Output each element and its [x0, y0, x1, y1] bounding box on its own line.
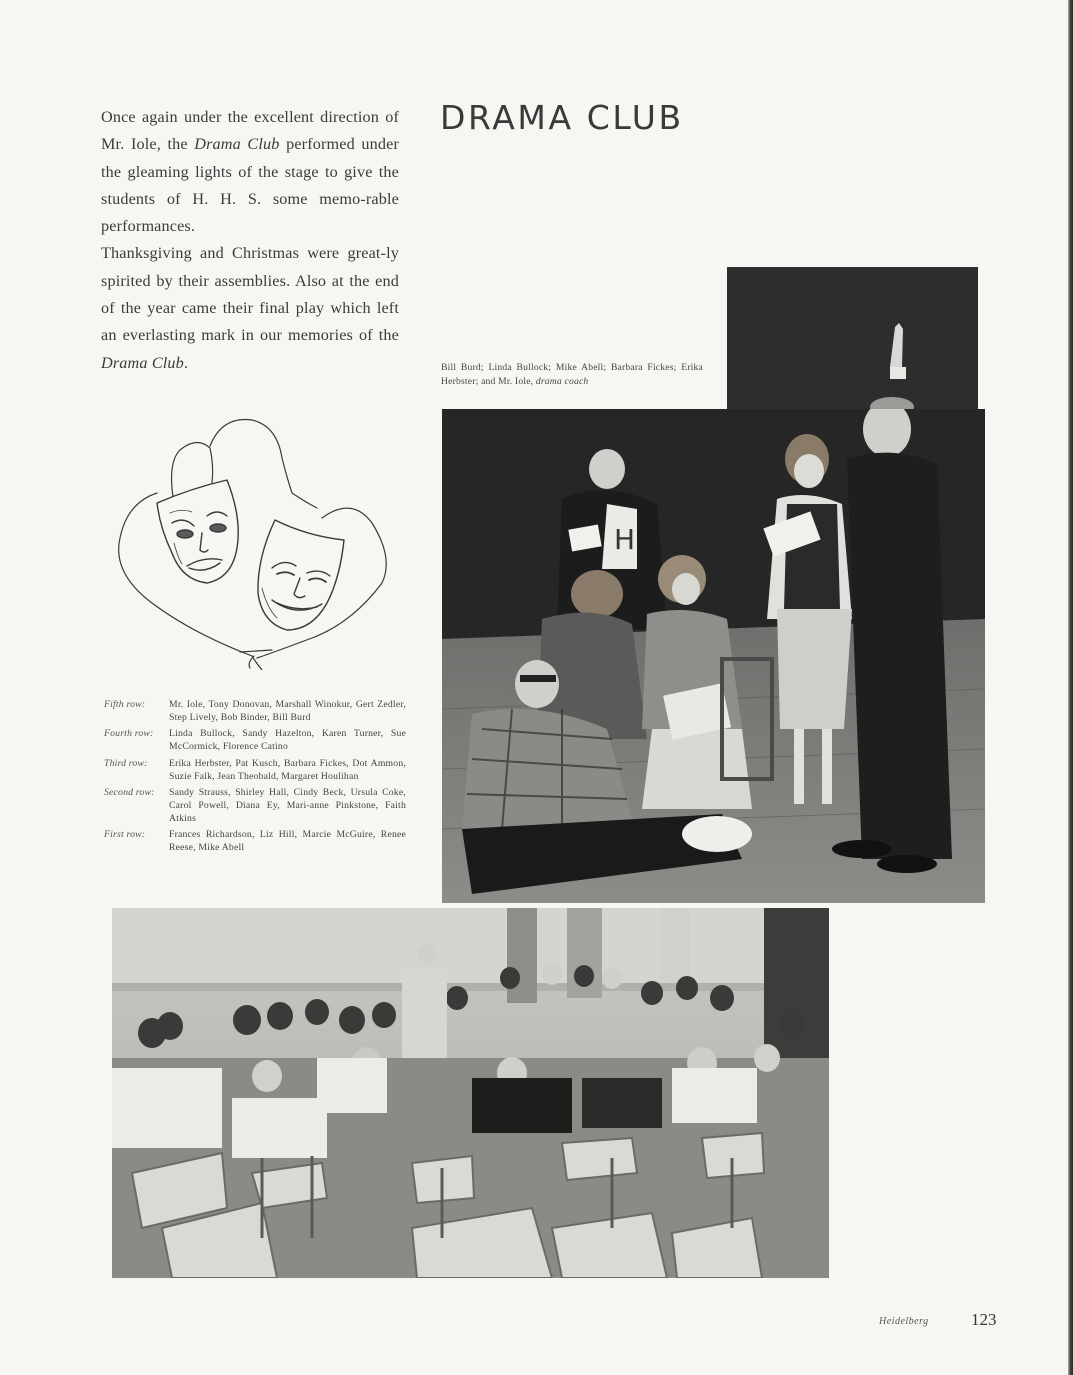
row-names: Linda Bullock, Sandy Hazelton, Karen Turner, Sue McCormick, Florence Catino [169, 728, 406, 753]
intro-p2-start: Thanksgiving and Christmas were great-ly spirited by their assemblies. Also at the end of the year came their final play which left an everlasting mark in our memories of the [101, 244, 399, 345]
row-label: Fourth row: [104, 728, 154, 740]
stage-photo-caption [441, 361, 703, 389]
row-fifth [104, 699, 406, 725]
row-names: Frances Richardson, Liz Hill, Marcie McGuire, Renee Reese, Mike Abell [169, 829, 406, 854]
stage-photo [442, 409, 985, 903]
row-second [104, 787, 406, 826]
intro-text [101, 104, 399, 377]
intro-p1-club-name: Drama Club [194, 135, 280, 154]
row-label: Fifth row: [104, 699, 146, 710]
caption-role: drama coach [535, 376, 589, 387]
intro-p1-start: Once again under the excellent direction of Mr. Iole, the [101, 108, 399, 154]
group-photo-classroom [112, 908, 829, 1278]
footer-publication: Heidelberg [879, 1316, 929, 1327]
intro-p1-end: performed under the gleaming lights of the stage to give the students of H. H. S. some memo-rable performances. [101, 135, 399, 236]
row-first [104, 829, 406, 855]
stage-photo-top [727, 267, 978, 412]
row-third [104, 758, 406, 784]
row-names: Erika Herbster, Pat Kusch, Barbara Fickes, Dot Ammon, Suzie Falk, Jean Theobald, Margaret Houlihan [169, 757, 406, 782]
row-label: Third row: [104, 757, 148, 769]
intro-paragraph-2 [101, 240, 399, 376]
page-binding-edge [1068, 0, 1073, 1375]
intro-paragraph-1 [101, 104, 399, 240]
tragedy-mask-icon [157, 480, 238, 583]
svg-text:H: H [614, 523, 636, 556]
page-number: 123 [971, 1310, 997, 1329]
row-label: First row: [104, 829, 146, 841]
comedy-mask-icon [258, 520, 344, 630]
intro-p2-club-name: Drama Club [101, 353, 184, 372]
intro-p2-end: . [183, 353, 189, 372]
row-label: Second row: [104, 786, 155, 798]
drama-masks-illustration [112, 408, 412, 670]
page-title: DRAMA CLUB [440, 98, 684, 137]
row-fourth [104, 728, 406, 754]
row-names: Sandy Strauss, Shirley Hall, Cindy Beck, Ursula Coke, Carol Powell, Diana Ey, Mari-anne Pinkstone, Faith Atkins [169, 786, 406, 824]
ribbon-icon [119, 420, 387, 670]
member-rows [104, 699, 406, 858]
row-names: Mr. Iole, Tony Donovan, Marshall Winokur, Gert Zedler, Step Lively, Bob Binder, Bill Burd [169, 699, 406, 723]
caption-names: Bill Burd; Linda Bullock; Mike Abell; Barbara Fickes; Erika Herbster; and Mr. Iole, [441, 362, 703, 387]
